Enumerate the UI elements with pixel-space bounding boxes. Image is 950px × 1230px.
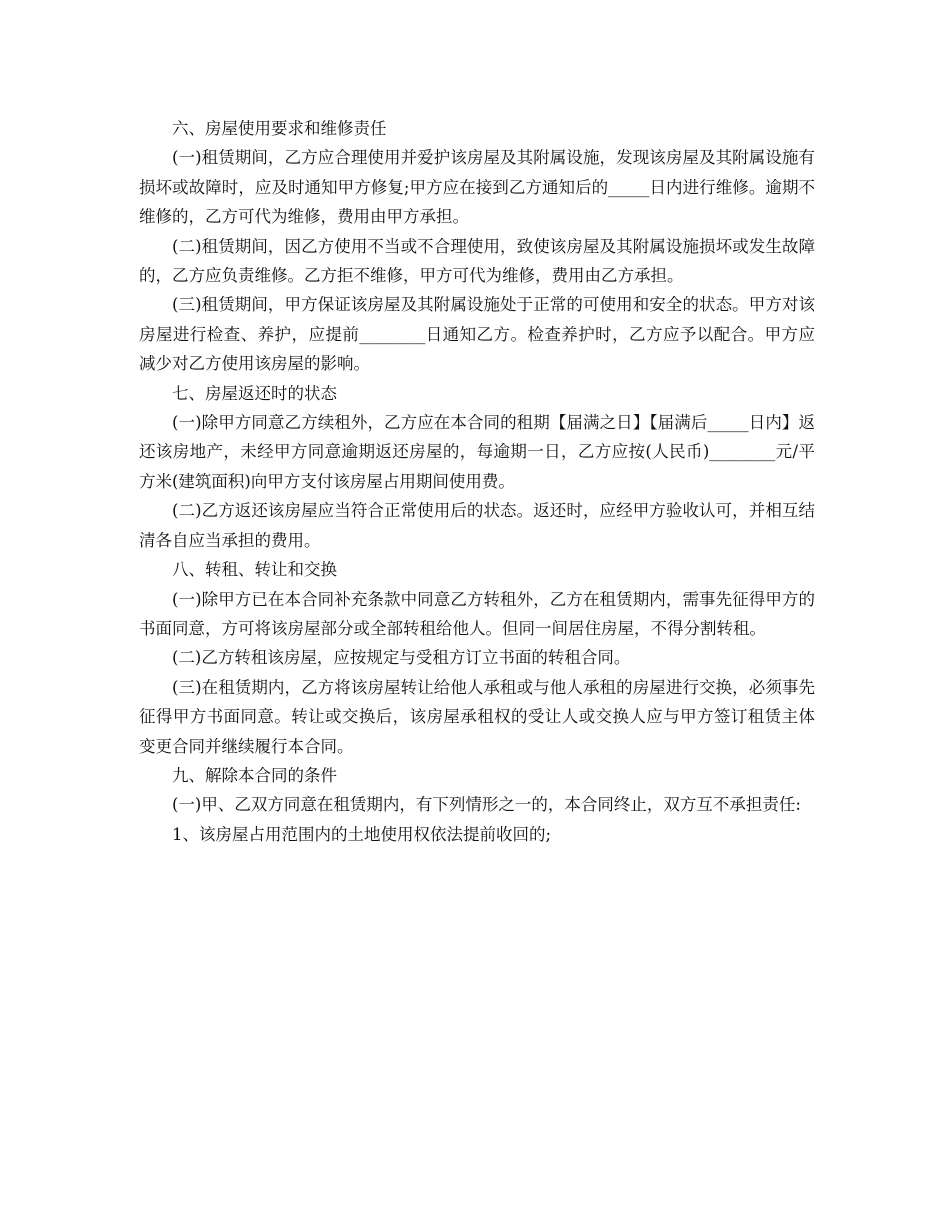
clause-paragraph: (二)乙方返还该房屋应当符合正常使用后的状态。返还时，应经甲方验收认可，并相互结清各自应当承担的费用。: [139, 501, 815, 550]
list-item: 1、该房屋占用范围内的土地使用权依法提前收回的;: [172, 824, 552, 844]
clause-paragraph: (一)甲、乙双方同意在租赁期内，有下列情形之一的，本合同终止，双方互不承担责任:: [172, 795, 801, 815]
clause-paragraph: (三)租赁期间，甲方保证该房屋及其附属设施处于正常的可使用和安全的状态。甲方对该房屋进行检查、养护，应提前________日通知乙方。检查养护时，乙方应予以配合。甲方应减少对乙方使用该房屋的影响。: [139, 295, 815, 374]
section-heading-9: 九、解除本合同的条件: [172, 765, 337, 785]
clause-paragraph: (二)租赁期间，因乙方使用不当或不合理使用，致使该房屋及其附属设施损坏或发生故障的，乙方应负责维修。乙方拒不维修，甲方可代为维修，费用由乙方承担。: [139, 236, 815, 286]
clause-paragraph: (三)在租赁期内，乙方将该房屋转让给他人承租或与他人承租的房屋进行交换，必须事先征得甲方书面同意。转让或交换后，该房屋承租权的受让人或交换人应与甲方签订租赁主体变更合同并继续履行本合同。: [139, 677, 815, 756]
document-body: [139, 114, 815, 849]
clause-paragraph: (二)乙方转租该房屋，应按规定与受租方订立书面的转租合同。: [172, 648, 631, 668]
clause-paragraph: (一)除甲方已在本合同补充条款中同意乙方转租外，乙方在租赁期内，需事先征得甲方的书面同意，方可将该房屋部分或全部转租给他人。但同一间居住房屋，不得分割转租。: [139, 589, 815, 638]
clause-paragraph: (一)除甲方同意乙方续租外，乙方应在本合同的租期【届满之日】【届满后_____日内】返还该房地产，未经甲方同意逾期返还房屋的，每逾期一日，乙方应按(人民币)________元/平方米(建筑面积)向甲方支付该房屋占用期间使用费。: [139, 413, 815, 491]
clause-paragraph: (一)租赁期间，乙方应合理使用并爱护该房屋及其附属设施，发现该房屋及其附属设施有损坏或故障时，应及时通知甲方修复;甲方应在接到乙方通知后的_____日内进行维修。逾期不维修的，乙方可代为维修，费用由甲方承担。: [139, 148, 815, 227]
section-heading-8: 八、转租、转让和交换: [172, 560, 337, 580]
section-heading-6: 六、房屋使用要求和维修责任: [172, 119, 387, 138]
section-heading-7: 七、房屋返还时的状态: [172, 383, 337, 403]
